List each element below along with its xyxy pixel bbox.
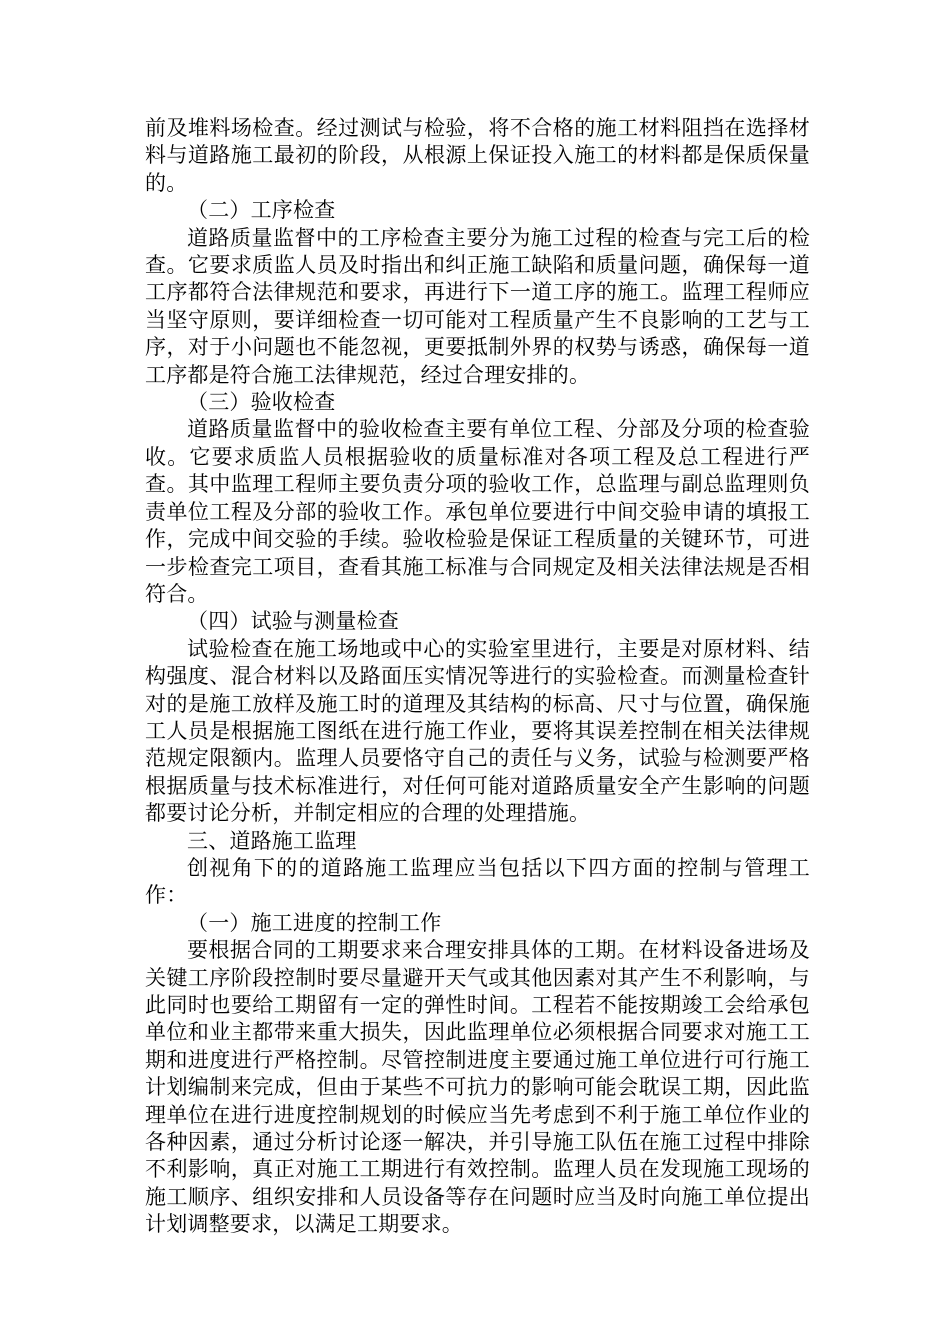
section-heading-process-inspection: （二）工序检查 — [187, 198, 336, 223]
section-heading-acceptance-inspection: （三）验收检查 — [187, 390, 336, 415]
paragraph-test-measurement: 试验检查在施工场地或中心的实验室里进行，主要是对原材料、结构强度、混合材料以及路面压实情况等进行的实验检查。而测量检查针对的是施工放样及施工时的道理及其结构的标高、尺寸与位置，确保施工人员是根据施工图纸在进行施工作业，要将其误差控制在相关法律规范规定限额内。监理人员要恪守自己的责任与义务，试验与检测要严格根据质量与技术标准进行，对任何可能对道路质量安全产生影响的问题都要讨论分析，并制定相应的合理的处理措施。 — [145, 636, 810, 826]
section-heading-test-measurement: （四）试验与测量检查 — [187, 609, 399, 634]
document-page — [145, 115, 810, 1239]
paragraph-process-inspection: 道路质量监督中的工序检查主要分为施工过程的检查与完工后的检查。它要求质监人员及时指出和纠正施工缺陷和质量问题，确保每一道工序都符合法律规范和要求，再进行下一道工序的施工。监理工程师应当坚守原则，要详细检查一切可能对工程质量产生不良影响的工艺与工序，对于小问题也不能忽视，更要抵制外界的权势与诱惑，确保每一道工序都是符合施工法律规范，经过合理安排的。 — [145, 225, 810, 387]
section-heading-schedule-control: （一）施工进度的控制工作 — [187, 910, 442, 935]
paragraph-acceptance-inspection: 道路质量监督中的验收检查主要有单位工程、分部及分项的检查验收。它要求质监人员根据验收的质量标准对各项工程及总工程进行严查。其中监理工程师主要负责分项的验收工作，总监理与副总监理则负责单位工程及分部的验收工作。承包单位要进行中间交验申请的填报工作，完成中间交验的手续。验收检验是保证工程质量的关键环节，可进一步检查完工项目，查看其施工标准与合同规定及相关法律法规是否相符合。 — [145, 417, 810, 606]
paragraph-continuation: 前及堆料场检查。经过测试与检验，将不合格的施工材料阻挡在选择材料与道路施工最初的阶段，从根源上保证投入施工的材料都是保质保量的。 — [145, 116, 810, 195]
section-heading-construction-supervision: 三、道路施工监理 — [187, 828, 357, 853]
paragraph-supervision-intro: 创视角下的的道路施工监理应当包括以下四方面的控制与管理工作： — [145, 855, 810, 908]
paragraph-schedule-control: 要根据合同的工期要求来合理安排具体的工期。在材料设备进场及关键工序阶段控制时要尽量避开天气或其他因素对其产生不利影响，与此同时也要给工期留有一定的弹性时间。工程若不能按期竣工会给承包单位和业主都带来重大损失，因此监理单位必须根据合同要求对施工工期和进度进行严格控制。尽管控制进度主要通过施工单位进行可行施工计划编制来完成，但由于某些不可抗力的影响可能会耽误工期，因此监理单位在进行进度控制规划的时候应当先考虑到不利于施工单位作业的各种因素，通过分析讨论逐一解决，并引导施工队伍在施工过程中排除不利影响，真正对施工工期进行有效控制。监理人员在发现施工现场的施工顺序、组织安排和人员设备等存在问题时应当及时向施工单位提出计划调整要求，以满足工期要求。 — [145, 938, 810, 1237]
